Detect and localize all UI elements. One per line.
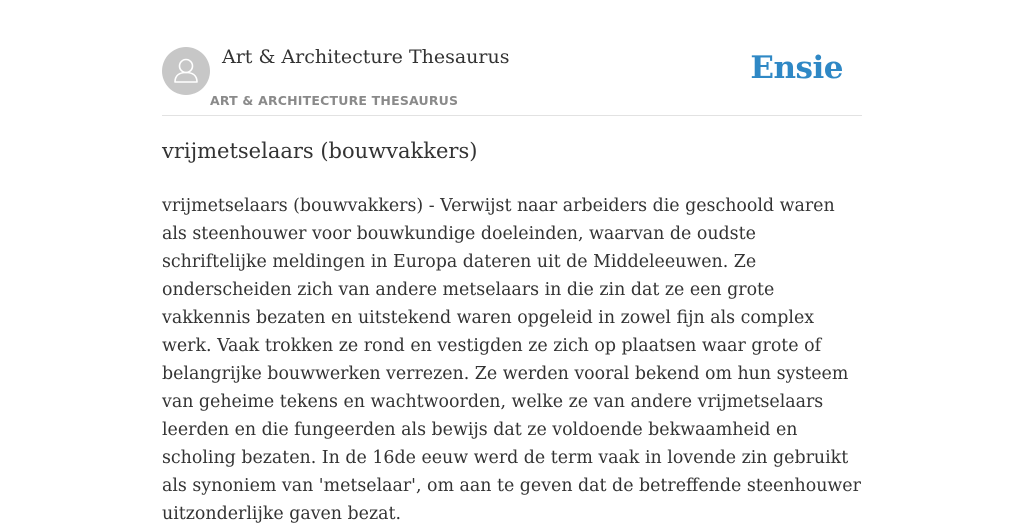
page-title: vrijmetselaars (bouwvakkers) (162, 139, 478, 163)
header (162, 38, 862, 116)
source-title[interactable]: Art & Architecture Thesaurus (222, 46, 510, 68)
definition-text: vrijmetselaars (bouwvakkers) - Verwijst naar arbeiders die geschoold waren als steenhouwer voor bouwkundige doeleinden, waarvan de oudste schriftelijke meldingen in Europa dateren uit de Middeleeuwen. Ze onderscheiden zich van andere metselaars in die zin dat ze een grote vakkennis bezaten en uitstekend waren opgeleid in zowel fijn als complex werk. Vaak trokken ze rond en vestigden ze zich op plaatsen waar grote of belangrijke bouwwerken verrezen. Ze werden vooral bekend om hun systeem van geheime tekens en wachtwoorden, welke ze van andere vrijmetselaars leerden en die fungeerden als bewijs dat ze voldoende bekwaamheid en scholing bezaten. In de 16de eeuw werd de term vaak in lovende zin gebruikt als synoniem van 'metselaar', om aan te geven dat de betreffende steenhouwer uitzonderlijke gaven bezat. (162, 196, 861, 524)
user-placeholder-icon (162, 47, 210, 95)
brand-logo[interactable]: Ensie (750, 50, 843, 86)
avatar[interactable] (162, 47, 210, 95)
source-subtitle[interactable]: ART & ARCHITECTURE THESAURUS (210, 93, 459, 108)
